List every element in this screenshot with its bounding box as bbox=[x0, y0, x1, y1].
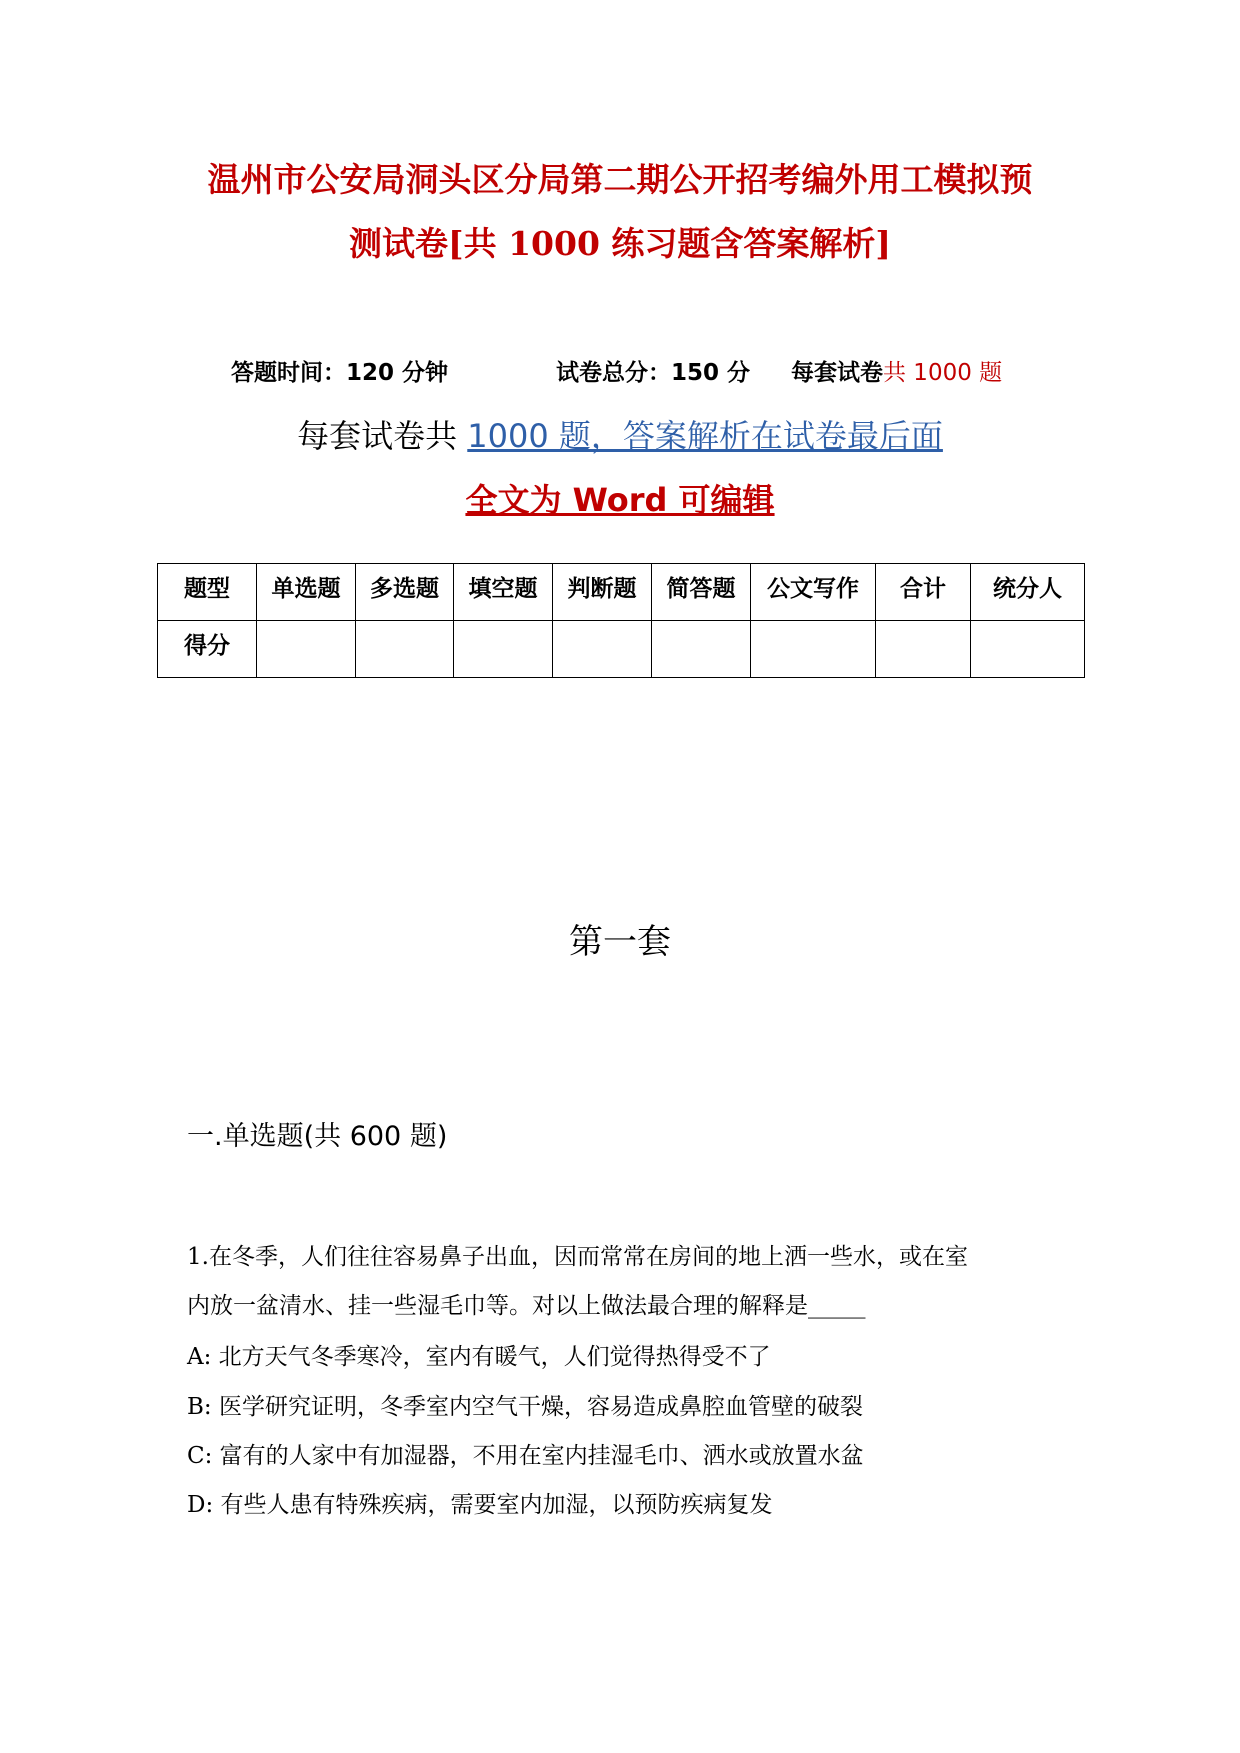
score-table-header: 填空题 bbox=[454, 564, 553, 621]
questions-per-set bbox=[791, 354, 1002, 387]
score-table-header-row bbox=[158, 564, 1085, 621]
score-cell bbox=[876, 621, 971, 678]
score-row-label: 得分 bbox=[158, 621, 257, 678]
score-cell bbox=[356, 621, 454, 678]
question-1 bbox=[187, 1233, 1067, 1331]
document-title bbox=[150, 148, 1090, 276]
score-table-header: 判断题 bbox=[553, 564, 652, 621]
option-b: B: 医学研究证明，冬季室内空气干燥，容易造成鼻腔血管壁的破裂 bbox=[187, 1394, 863, 1420]
option-c: C: 富有的人家中有加湿器，不用在室内挂湿毛巾、洒水或放置水盆 bbox=[187, 1443, 864, 1469]
score-table-score-row bbox=[158, 621, 1085, 678]
set-title: 第一套 bbox=[569, 922, 671, 962]
total-score: 试卷总分：150 分 bbox=[556, 360, 751, 386]
option-d: D: 有些人患有特殊疾病，需要室内加湿，以预防疾病复发 bbox=[187, 1492, 773, 1518]
subtitle bbox=[150, 414, 1090, 458]
score-table-header: 合计 bbox=[876, 564, 971, 621]
score-table-header: 题型 bbox=[158, 564, 257, 621]
subtitle-prefix: 每套试卷共 bbox=[297, 417, 468, 455]
score-table-header: 公文写作 bbox=[751, 564, 876, 621]
score-table-header: 简答题 bbox=[652, 564, 751, 621]
questions-per-set-prefix: 每套试卷 bbox=[791, 360, 883, 386]
score-table-header: 统分人 bbox=[971, 564, 1085, 621]
section-title: 一.单选题(共 600 题) bbox=[187, 1121, 448, 1152]
word-editable-note[interactable]: 全文为 Word 可编辑 bbox=[465, 481, 775, 519]
option-a: A: 北方天气冬季寒冷，室内有暖气，人们觉得热得受不了 bbox=[187, 1344, 771, 1370]
score-cell bbox=[553, 621, 652, 678]
score-cell bbox=[751, 621, 876, 678]
question-1-line-1: 1.在冬季，人们往往容易鼻子出血，因而常常在房间的地上洒一些水，或在室 bbox=[187, 1244, 968, 1270]
title-line-1: 温州市公安局洞头区分局第二期公开招考编外用工模拟预 bbox=[207, 160, 1033, 199]
score-cell bbox=[257, 621, 356, 678]
score-table-header: 单选题 bbox=[257, 564, 356, 621]
question-1-line-2: 内放一盆清水、挂一些湿毛巾等。对以上做法最合理的解释是_____ bbox=[187, 1293, 866, 1319]
score-cell bbox=[652, 621, 751, 678]
subtitle-link[interactable]: 1000 题，答案解析在试卷最后面 bbox=[467, 417, 943, 455]
answer-time: 答题时间：120 分钟 bbox=[231, 360, 449, 386]
questions-per-set-count: 共 1000 题 bbox=[883, 360, 1003, 386]
score-table-header: 多选题 bbox=[356, 564, 454, 621]
score-table bbox=[157, 563, 1085, 678]
title-line-2: 测试卷[共 1000 练习题含答案解析] bbox=[348, 224, 892, 263]
score-cell bbox=[454, 621, 553, 678]
score-cell bbox=[971, 621, 1085, 678]
